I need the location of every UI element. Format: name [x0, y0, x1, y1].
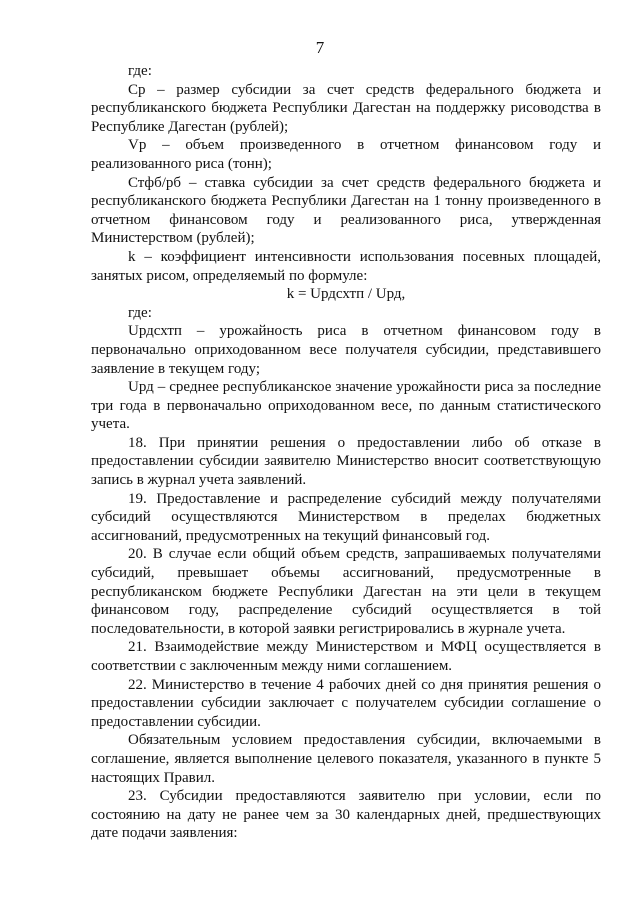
paragraph-where-2: где: [128, 304, 152, 321]
paragraph-19: 19. Предоставление и распределение субсидий между получателями субсидий осуществляются Министерством в пределах бюджетных ассигнований, предусмотренных на текущий финансовый год. [91, 490, 601, 544]
paragraph-23: 23. Субсидии предоставляются заявителю при условии, если по состоянию на дату не ранее чем за 30 календарных дней, предшествующих дате подачи заявления: [91, 788, 601, 842]
paragraph-18: 18. При принятии решения о предоставлении либо об отказе в предоставлении субсидии заявителю Министерство вносит соответствующую запись в журнал учета заявлений. [91, 434, 601, 489]
paragraph-k-definition: k – коэффициент интенсивности использования посевных площадей, занятых рисом, определяемый по формуле: [91, 248, 601, 284]
paragraph-20: 20. В случае если общий объем средств, запрашиваемых получателями субсидий, превышает объемы ассигнований, предусмотренные в республиканском бюджете Республики Дагестан на эти цели в текущем финансовом году, распределение субсидий осуществляется в той последовательности, в которой заявки регистрировались в журнале учета. [91, 546, 601, 637]
paragraph-cr-definition: Ср – размер субсидии за счет средств федерального бюджета и республиканского бюджета Республики Дагестан на поддержку рисоводства в Республике Дагестан (рублей); [91, 81, 601, 135]
paragraph-21: 21. Взаимодействие между Министерством и МФЦ осуществляется в соответствии с заключенным между ними соглашением. [91, 639, 601, 674]
formula-k: k = Uрдсхтп / Uрд, [286, 286, 406, 303]
paragraph-vr-definition: Vр – объем произведенного в отчетном финансовом году и реализованного риса (тонн); [91, 137, 601, 172]
paragraph-urdsxtp-definition: Uрдсхтп – урожайность риса в отчетном финансовом году в первоначально оприходованном весе получателя субсидии, представившего заявление в текущем году; [91, 323, 601, 377]
page-number: 7 [315, 38, 325, 57]
paragraph-22: 22. Министерство в течение 4 рабочих дней со дня принятия решения о предоставлении субсидии заключает с получателем субсидии соглашение о предоставлении субсидии. [91, 676, 601, 730]
paragraph-urd-definition: Uрд – среднее республиканское значение урожайности риса за последние три года в первоначально оприходованном весе, по данным статистического учета. [91, 379, 601, 433]
document-body [91, 62, 601, 843]
paragraph-condition: Обязательным условием предоставления субсидии, включаемыми в соглашение, является выполнение целевого показателя, указанного в пункте 5 настоящих Правил. [91, 732, 601, 786]
paragraph-where-1: где: [128, 63, 152, 79]
paragraph-rate-definition: Стфб/рб – ставка субсидии за счет средств федерального бюджета и республиканского бюджета Республики Дагестан на 1 тонну произведенного в отчетном финансовом году и реализованного риса, утвержденная Министерством (рублей); [91, 174, 601, 247]
